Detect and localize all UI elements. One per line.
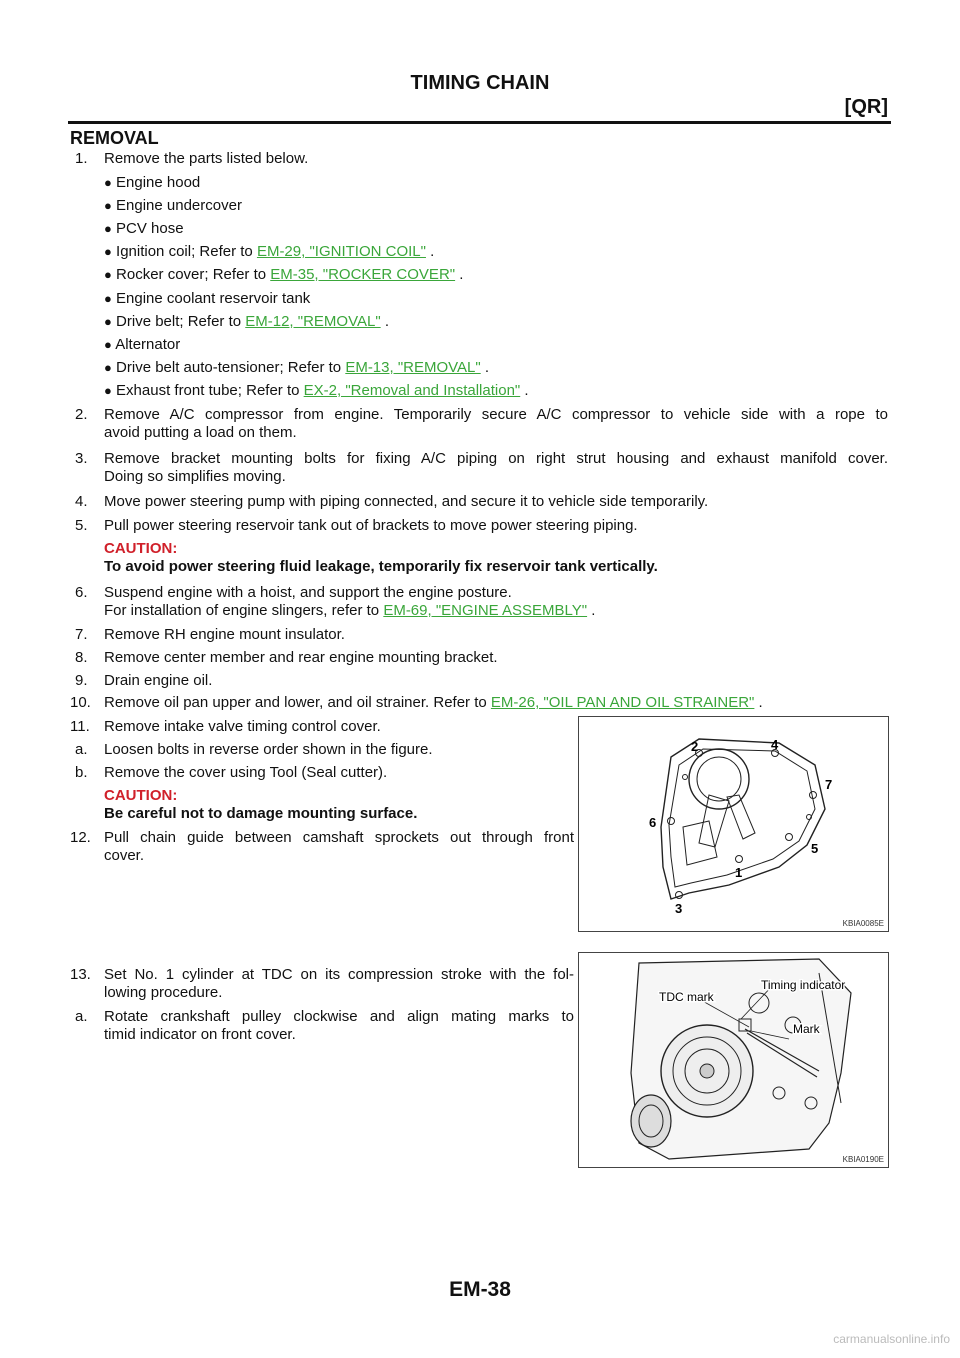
list-item-text: Rocker cover; Refer to	[116, 266, 271, 283]
step-text: Pull power steering reservoir tank out of brackets to move power steering piping.	[104, 517, 638, 534]
step-text-cont: lowing procedure.	[104, 984, 223, 1001]
bullet-icon: ●	[104, 337, 112, 352]
step-text-part: For installation of engine slingers, refer to	[104, 602, 384, 619]
bullet-icon: ●	[104, 244, 112, 259]
step-text-cont: cover.	[104, 847, 145, 864]
step-text-part: Remove oil pan upper and lower, and oil strainer. Refer to	[104, 694, 491, 711]
bullet-icon: ●	[104, 383, 112, 398]
list-item-text: Engine coolant reservoir tank	[116, 290, 311, 307]
list-item-suffix: .	[480, 359, 490, 376]
engine-front-diagram	[579, 953, 888, 1167]
step-text: Move power steering pump with piping connected, and secure it to vehicle side temporarily.	[104, 493, 709, 510]
tdc-mark-label: TDC mark	[659, 990, 714, 1004]
step-number: 11.	[70, 718, 90, 735]
mark-label: Mark	[793, 1022, 820, 1036]
ref-link-oil-pan[interactable]: EM-26, "OIL PAN AND OIL STRAINER"	[490, 694, 755, 711]
bolt-callout: 1	[735, 865, 743, 880]
engine-code: [QR]	[844, 96, 888, 118]
page-number: EM-38	[449, 1278, 511, 1301]
list-item-text: Engine undercover	[116, 197, 242, 214]
step-number: 10.	[70, 694, 91, 711]
figure-cover-bolt-order	[578, 716, 889, 932]
step-text: Remove the parts listed below.	[104, 150, 309, 167]
figure-tdc-marks	[578, 952, 889, 1168]
figure-id: KBIA0085E	[842, 919, 884, 928]
bullet-icon: ●	[104, 360, 112, 375]
list-item-suffix: .	[380, 313, 389, 330]
bolt-callout: 2	[691, 739, 699, 754]
list-item	[104, 382, 529, 400]
step-text: Set No. 1 cylinder at TDC on its compression stroke with the fol-	[104, 966, 574, 983]
caution-label: CAUTION:	[104, 540, 178, 557]
list-item-text: Drive belt; Refer to	[116, 313, 246, 330]
step-number: 1.	[75, 150, 88, 167]
header-divider	[68, 121, 891, 124]
list-item-text: PCV hose	[116, 220, 184, 237]
step-number: 13.	[70, 966, 91, 983]
step-text: Remove RH engine mount insulator.	[104, 626, 345, 643]
substep-text: Rotate crankshaft pulley clockwise and align mating marks to	[104, 1008, 574, 1025]
ref-link-auto-tensioner[interactable]: EM-13, "REMOVAL"	[345, 359, 481, 376]
step-text: Remove bracket mounting bolts for fixing A/C piping on right strut housing and exhaust manifold cover.	[104, 450, 888, 467]
removal-heading: REMOVAL	[70, 128, 159, 148]
step-text-cont: avoid putting a load on them.	[104, 424, 297, 441]
caution-text: Be careful not to damage mounting surface.	[104, 805, 418, 822]
step-text: Remove center member and rear engine mounting bracket.	[104, 649, 498, 666]
list-item-text: Drive belt auto-tensioner; Refer to	[116, 359, 346, 376]
bullet-icon: ●	[104, 314, 112, 329]
step-text-suffix: .	[754, 694, 763, 711]
step-text: Pull chain guide between camshaft sprockets out through front	[104, 829, 574, 846]
step-text: Drain engine oil.	[104, 672, 213, 689]
step-text-suffix: .	[587, 602, 596, 619]
bolt-callout: 6	[649, 815, 657, 830]
bolt-callout: 3	[675, 901, 683, 916]
list-item-suffix: .	[520, 382, 529, 399]
bolt-callout: 5	[811, 841, 819, 856]
list-item-text: Engine hood	[116, 174, 201, 191]
list-item	[104, 243, 434, 261]
list-item	[104, 197, 242, 215]
list-item	[104, 313, 389, 331]
list-item	[104, 336, 180, 354]
bullet-icon: ●	[104, 291, 112, 306]
watermark: carmanualsonline.info	[833, 1332, 950, 1346]
substep-text: Loosen bolts in reverse order shown in the figure.	[104, 741, 433, 758]
caution-label: CAUTION:	[104, 787, 178, 804]
ref-link-engine-assembly[interactable]: EM-69, "ENGINE ASSEMBLY"	[383, 602, 588, 619]
ref-link-ignition-coil[interactable]: EM-29, "IGNITION COIL"	[256, 243, 426, 260]
list-item	[104, 359, 489, 377]
list-item	[104, 174, 200, 192]
step-number: 7.	[75, 626, 88, 643]
list-item-text: Alternator	[115, 336, 181, 353]
bullet-icon: ●	[104, 198, 112, 213]
substep-letter: a.	[75, 741, 88, 758]
list-item-text: Exhaust front tube; Refer to	[116, 382, 304, 399]
step-number: 6.	[75, 584, 88, 601]
bullet-icon: ●	[104, 267, 112, 282]
ref-link-rocker-cover[interactable]: EM-35, "ROCKER COVER"	[270, 266, 456, 283]
step-number: 5.	[75, 517, 88, 534]
list-item-text: Ignition coil; Refer to	[116, 243, 257, 260]
step-text: Suspend engine with a hoist, and support the engine posture.	[104, 584, 512, 601]
bolt-callout: 7	[825, 777, 833, 792]
step-number: 9.	[75, 672, 88, 689]
list-item	[104, 290, 310, 308]
list-item-suffix: .	[455, 266, 464, 283]
list-item	[104, 220, 184, 238]
step-text-cont	[104, 602, 595, 620]
substep-letter: b.	[75, 764, 88, 781]
figure-id: KBIA0190E	[842, 1155, 884, 1164]
list-item-suffix: .	[425, 243, 435, 260]
bolt-callout: 4	[771, 737, 779, 752]
step-number: 3.	[75, 450, 88, 467]
step-number: 4.	[75, 493, 88, 510]
bullet-icon: ●	[104, 175, 112, 190]
step-text-cont: Doing so simplifies moving.	[104, 468, 286, 485]
step-number: 12.	[70, 829, 91, 846]
step-number: 2.	[75, 406, 88, 423]
step-text	[104, 694, 763, 712]
substep-text-cont: timid indicator on front cover.	[104, 1026, 296, 1043]
cover-diagram	[579, 717, 888, 931]
section-title: TIMING CHAIN	[410, 72, 550, 94]
step-number: 8.	[75, 649, 88, 666]
ref-link-drive-belt[interactable]: EM-12, "REMOVAL"	[245, 313, 381, 330]
timing-indicator-label: Timing indicator	[761, 978, 846, 992]
list-item	[104, 266, 463, 284]
substep-letter: a.	[75, 1008, 88, 1025]
caution-text: To avoid power steering fluid leakage, temporarily fix reservoir tank vertically.	[104, 558, 658, 575]
bullet-icon: ●	[104, 221, 112, 236]
ref-link-exhaust-tube[interactable]: EX-2, "Removal and Installation"	[303, 382, 521, 399]
substep-text: Remove the cover using Tool (Seal cutter).	[104, 764, 388, 781]
step-text: Remove intake valve timing control cover.	[104, 718, 381, 735]
step-text: Remove A/C compressor from engine. Temporarily secure A/C compressor to vehicle side with a rope to	[104, 406, 888, 423]
